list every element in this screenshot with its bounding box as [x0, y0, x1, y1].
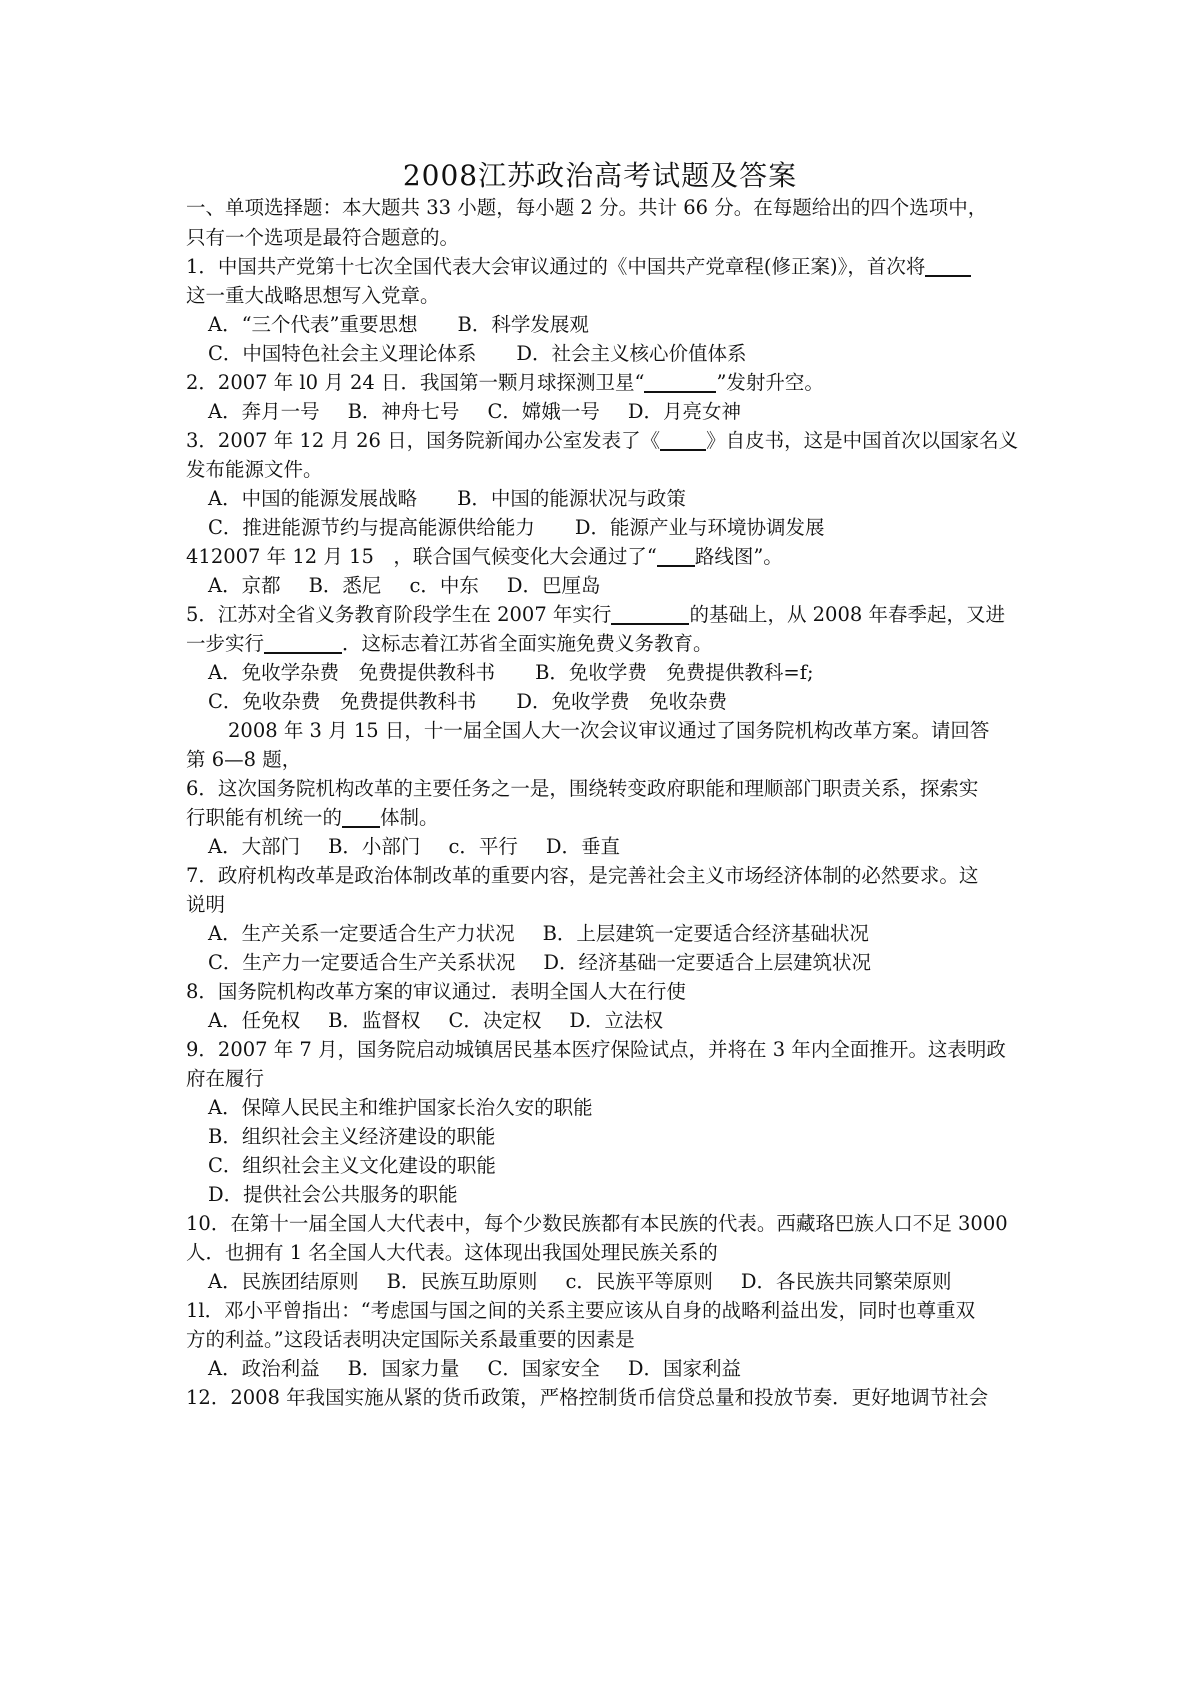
question-3-options-row-2	[208, 514, 1088, 542]
question-6-stem-cont	[186, 804, 1066, 832]
question-6-text: 行职能有机统一的	[186, 806, 343, 829]
question-1-stem	[186, 253, 1066, 281]
shared-stem-6-8: 2008 年 3 月 15 日，十一届全国人大一次会议审议通过了国务院机构改革方案。请回答	[228, 719, 990, 742]
question-2-stem	[186, 369, 1066, 397]
option-a: A．民族团结原则	[208, 1270, 359, 1293]
option-d: D．各民族共同繁荣原则	[740, 1270, 952, 1293]
question-11-stem-cont: 方的利益。”这段话表明决定国际关系最重要的因素是	[186, 1328, 635, 1351]
question-8-stem: 8．国务院机构改革方案的审议通过．表明全国人大在行使	[186, 980, 686, 1003]
question-7-options-row-2	[208, 949, 1088, 977]
option-c: C．中国特色社会主义理论体系	[208, 342, 477, 365]
question-1-stem-cont: 这一重大战略思想写入党章。	[186, 284, 440, 307]
question-6-options	[208, 833, 1088, 861]
question-2-options	[208, 398, 1088, 426]
option-c: C．生产力一定要适合生产关系状况	[208, 951, 516, 974]
option-a: A．大部门	[208, 835, 301, 858]
answer-blank	[611, 603, 689, 625]
option-b: B．民族互助原则	[386, 1270, 538, 1293]
option-d: D．国家利益	[627, 1357, 741, 1380]
question-5-options-row-2	[208, 688, 1088, 716]
question-5-stem	[186, 601, 1066, 629]
option-d: D．立法权	[569, 1009, 663, 1032]
answer-blank	[264, 632, 342, 654]
option-a: A．“三个代表”重要思想	[208, 313, 418, 336]
question-9-stem: 9．2007 年 7 月，国务院启动城镇居民基本医疗保险试点，并将在 3 年内全面推开。这表明政	[186, 1038, 1006, 1061]
option-b: B．科学发展观	[457, 313, 589, 336]
question-12-stem: 12．2008 年我国实施从紧的货币政策，严格控制货币信贷总量和投放节奏．更好地调节社会	[186, 1386, 989, 1409]
shared-stem-6-8-cont: 第 6—8 题，	[186, 748, 302, 771]
question-5-options-row-1	[208, 659, 1088, 687]
option-d: D．能源产业与环境协调发展	[574, 516, 825, 539]
question-4-text-end: 路线图”。	[694, 545, 783, 568]
option-b: B．上层建筑一定要适合经济基础状况	[542, 922, 869, 945]
option-c: C．组织社会主义文化建设的职能	[208, 1154, 496, 1177]
option-c: C．嫦娥一号	[487, 400, 600, 423]
option-a: A．中国的能源发展战略	[208, 487, 418, 510]
question-4-options	[208, 572, 1088, 600]
option-c: C．免收杂费 免费提供教科书	[208, 690, 477, 713]
question-5-text-mid: 的基础上，从 2008 年春季起，又进	[689, 603, 1005, 626]
section-intro-line-2: 只有一个选项是最符合题意的。	[186, 226, 460, 249]
option-c: C．推进能源节约与提高能源供给能力	[208, 516, 535, 539]
question-5-stem-cont	[186, 630, 1066, 658]
question-10-stem-cont: 人．也拥有 1 名全国人大代表。这体现出我国处理民族关系的	[186, 1241, 718, 1264]
option-b: B．小部门	[328, 835, 421, 858]
question-7-stem: 7．政府机构改革是政治体制改革的重要内容，是完善社会主义市场经济体制的必然要求。这	[186, 864, 979, 887]
question-4-text: 412007 年 12 月 15 ，联合国气候变化大会通过了“	[186, 545, 657, 568]
question-10-options	[208, 1268, 1088, 1296]
answer-blank	[660, 429, 706, 451]
option-a: A．政治利益	[208, 1357, 320, 1380]
question-6-text-end: 体制。	[380, 806, 439, 829]
answer-blank	[657, 545, 695, 567]
option-d: D．月亮女神	[627, 400, 741, 423]
option-a: A．京都	[208, 574, 281, 597]
option-b: B．中国的能源状况与政策	[457, 487, 686, 510]
question-11-stem: 1l．邓小平曾指出：“考虑国与国之间的关系主要应该从自身的战略利益出发，同时也尊重双	[186, 1299, 976, 1322]
question-4-stem	[186, 543, 1066, 571]
answer-blank	[644, 371, 716, 393]
option-c: c．平行	[448, 835, 518, 858]
question-3-options-row-1	[208, 485, 1088, 513]
option-a: A．任免权	[208, 1009, 301, 1032]
question-3-text: 3．2007 年 12 月 26 日，国务院新闻办公室发表了《	[186, 429, 661, 452]
question-2-text: 2．2007 年 l0 月 24 日．我国第一颗月球探测卫星“	[186, 371, 645, 394]
option-b: B．免收学费 免费提供教科=f;	[535, 661, 814, 684]
question-3-stem-cont: 发布能源文件。	[186, 458, 323, 481]
option-c: C．国家安全	[487, 1357, 600, 1380]
option-c: C．决定权	[448, 1009, 542, 1032]
question-6-stem: 6．这次国务院机构改革的主要任务之一是，围绕转变政府职能和理顺部门职责关系，探索实	[186, 777, 979, 800]
option-b: B．神舟七号	[347, 400, 460, 423]
option-c: c．民族平等原则	[565, 1270, 713, 1293]
option-a: A．免收学杂费 免费提供教科书	[208, 661, 496, 684]
question-1-text: 1．中国共产党第十七次全国代表大会审议通过的《中国共产党章程(修正案)》，首次将	[186, 255, 926, 278]
option-c: c．中东	[409, 574, 479, 597]
question-7-options-row-1	[208, 920, 1088, 948]
question-3-text-end: 》自皮书，这是中国首次以国家名义	[706, 429, 1019, 452]
answer-blank	[342, 806, 380, 828]
page-title: 2008江苏政治高考试题及答案	[402, 159, 798, 192]
option-b: B．监督权	[328, 1009, 421, 1032]
question-11-options	[208, 1355, 1088, 1383]
option-a: A．生产关系一定要适合生产力状况	[208, 922, 515, 945]
question-10-stem: 10．在第十一届全国人大代表中，每个少数民族都有本民族的代表。西藏珞巴族人口不足 3000	[186, 1212, 1008, 1235]
option-b: B．组织社会主义经济建设的职能	[208, 1125, 496, 1148]
question-5-text: 5．江苏对全省义务教育阶段学生在 2007 年实行	[186, 603, 612, 626]
option-d: D．经济基础一定要适合上层建筑状况	[543, 951, 872, 974]
answer-blank	[925, 255, 971, 277]
question-1-options-row-2	[208, 340, 1088, 368]
question-3-stem	[186, 427, 1066, 455]
option-d: D．垂直	[545, 835, 620, 858]
option-a: A．奔月一号	[208, 400, 320, 423]
option-d: D．提供社会公共服务的职能	[208, 1183, 458, 1206]
question-8-options	[208, 1007, 1088, 1035]
question-1-options-row-1	[208, 311, 1088, 339]
question-5-text-cont: 一步实行	[186, 632, 265, 655]
question-9-stem-cont: 府在履行	[186, 1067, 265, 1090]
option-d: D．巴厘岛	[506, 574, 601, 597]
question-7-stem-cont: 说明	[186, 893, 226, 916]
section-intro-line-1: 一、单项选择题：本大题共 33 小题，每小题 2 分。共计 66 分。在每题给出的四个选项中，	[186, 196, 988, 219]
question-2-text-end: ”发射升空。	[716, 371, 824, 394]
option-b: B．悉尼	[308, 574, 382, 597]
question-5-text-end: ．这标志着江苏省全面实施免费义务教育。	[342, 632, 713, 655]
option-d: D．免收学费 免收杂费	[516, 690, 728, 713]
option-a: A．保障人民民主和维护国家长治久安的职能	[208, 1096, 593, 1119]
option-b: B．国家力量	[347, 1357, 460, 1380]
option-d: D．社会主义核心价值体系	[516, 342, 747, 365]
